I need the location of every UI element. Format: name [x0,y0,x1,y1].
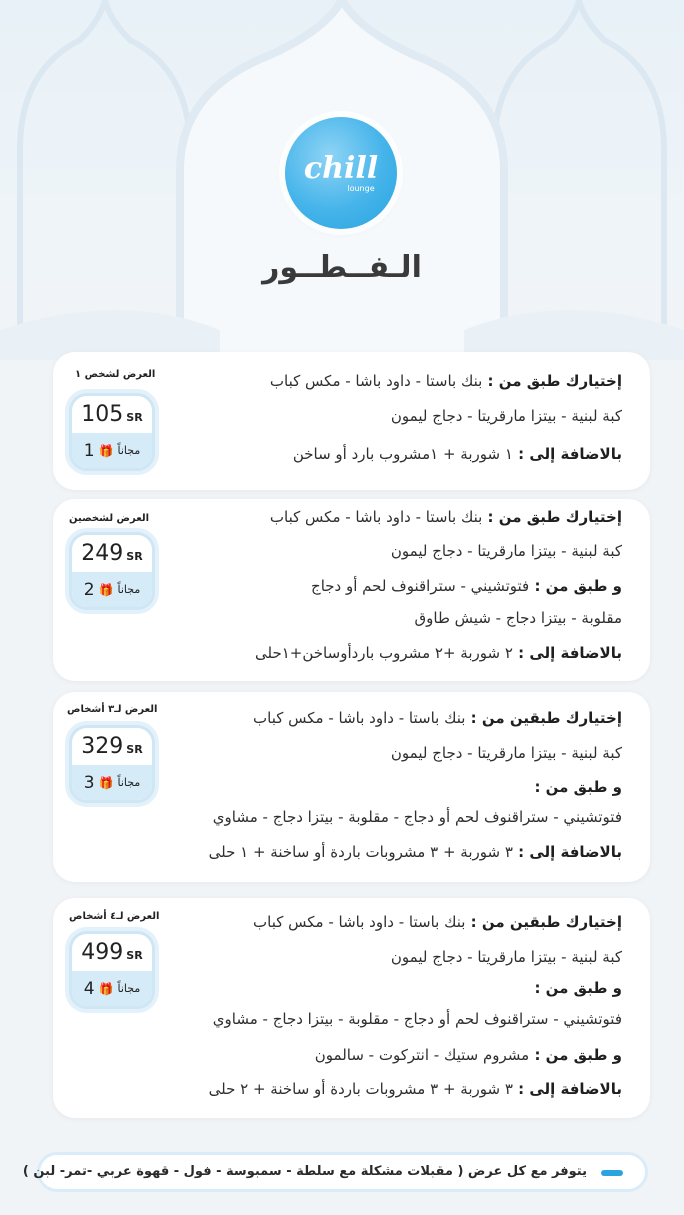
chill-lounge-logo [285,117,397,229]
gift-count: 2 [83,579,95,600]
gift-count: 1 [83,440,95,461]
dash-icon [601,1170,623,1176]
menu-line: و طبق من : مشروم ستيك - انتركوت - سالمون [314,1046,622,1064]
gift-icon: 🎁 [98,981,114,996]
currency: SR [126,949,143,962]
menu-line: و طبق من : [534,778,622,796]
gift-label: مجاناً [117,444,141,457]
menu-line: بالاضافة إلى : ٢ شوربة +٢ مشروب باردأوساخن+١حلى [254,644,622,662]
footer-text: يتوفر مع كل عرض ( مقبلات مشكلة مع سلطة - سمبوسة - فول - قهوة عربي -تمر- لبن ) [22,1164,587,1179]
menu-line: كبة لبنية - بيتزا مارقريتا - دجاج ليمون [390,542,622,560]
gift-icon: 🎁 [98,443,114,458]
price-value: 499 [81,940,124,965]
menu-line: كبة لبنية - بيتزا مارقريتا - دجاج ليمون [390,948,622,966]
menu-line: بالاضافة إلى : ١ شوربة + ١مشروب بارد أو ساخن [292,445,622,463]
gift-count: 4 [83,978,95,999]
menu-line: مقلوبة - بيتزا دجاج - شيش طاوق [414,609,622,627]
menu-line: كبة لبنية - بيتزا مارقريتا - دجاج ليمون [390,407,622,425]
menu-line: فتوتشيني - ستراقنوف لحم أو دجاج - مقلوبة - بيتزا دجاج - مشاوي [212,808,622,826]
menu-line: فتوتشيني - ستراقنوف لحم أو دجاج - مقلوبة - بيتزا دجاج - مشاوي [212,1010,622,1028]
menu-line: إختيارك طبق من : بنك باستا - داود باشا - مكس كباب [269,372,622,390]
gift-label: مجاناً [117,776,141,789]
menu-line: إختيارك طبق من : بنك باستا - داود باشا - مكس كباب [269,508,622,526]
page-title: الـفــطــور [262,250,422,285]
menu-line: و طبق من : [534,979,622,997]
offer-card-4[interactable] [53,898,650,1118]
menu-line: و طبق من : فتوتشيني - ستراقنوف لحم أو دجاج [311,577,622,595]
gift-count: 3 [83,772,95,793]
offer-card-1[interactable] [53,352,650,490]
currency: SR [126,411,143,424]
menu-line: بالاضافة إلى : ٣ شوربة + ٣ مشروبات باردة أو ساخنة + ٢ حلى [208,1080,622,1098]
currency: SR [126,743,143,756]
currency: SR [126,550,143,563]
price-box [69,725,155,803]
price-value: 329 [81,734,124,759]
offer-label: العرض لشخصين [69,513,150,524]
offer-card-2[interactable] [53,499,650,681]
offer-label: العرض لشخص ١ [75,369,156,380]
price-box [69,393,155,471]
price-value: 249 [81,541,124,566]
gift-label: مجاناً [117,982,141,995]
menu-line: إختيارك طبقين من : بنك باستا - داود باشا - مكس كباب [253,913,622,931]
menu-line: إختيارك طبقين من : بنك باستا - داود باشا - مكس كباب [253,709,622,727]
price-box [69,532,155,610]
gift-label: مجاناً [117,583,141,596]
gift-icon: 🎁 [98,582,114,597]
offer-label: العرض لـ٣ أشخاص [67,704,158,715]
offer-label: العرض لـ٤ أشخاص [69,911,160,922]
gift-icon: 🎁 [98,775,114,790]
menu-line: بالاضافة إلى : ٣ شوربة + ٣ مشروبات باردة أو ساخنة + ١ حلى [208,843,622,861]
price-box [69,931,155,1009]
logo-subtext: lounge [347,183,375,193]
logo-text: chill [303,150,379,186]
price-value: 105 [81,402,124,427]
menu-line: كبة لبنية - بيتزا مارقريتا - دجاج ليمون [390,744,622,762]
footer-note [22,1152,648,1192]
offer-card-3[interactable] [53,692,650,882]
